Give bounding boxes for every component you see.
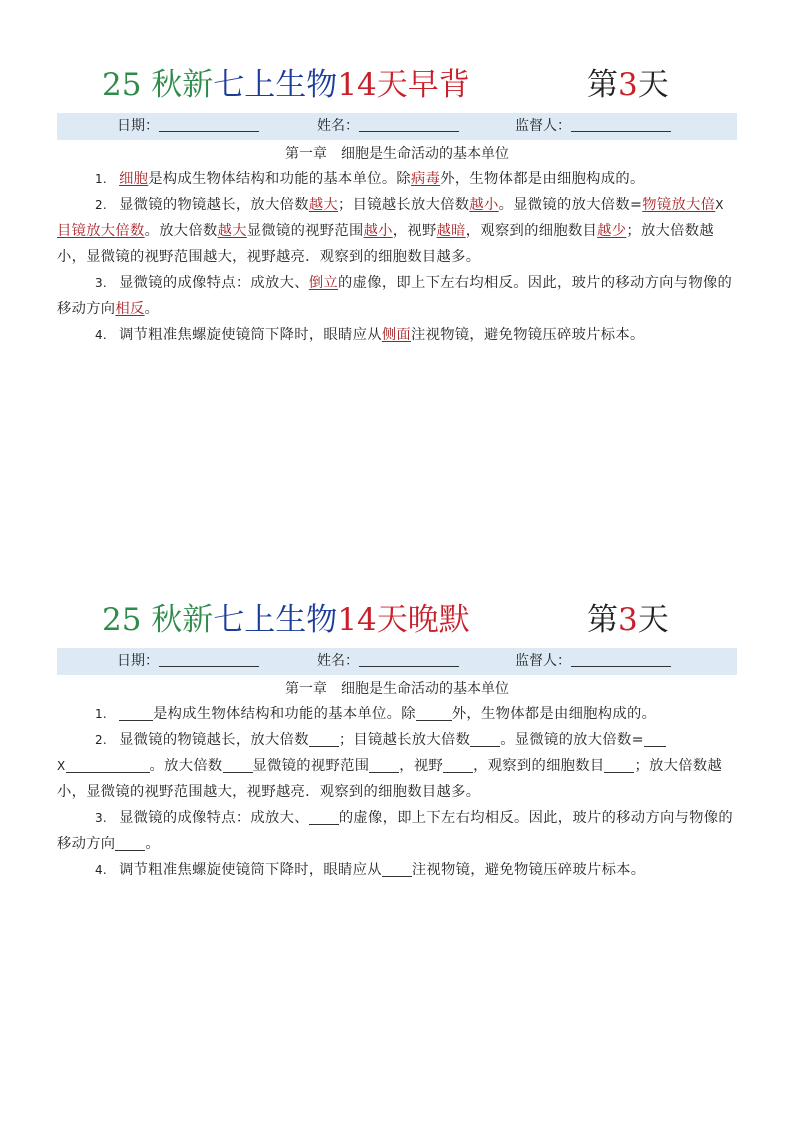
title-part-mode: 天早背	[376, 67, 470, 103]
item-3	[57, 805, 737, 857]
day-prefix: 第	[587, 602, 618, 638]
text: ；目镜越长放大倍数	[338, 197, 470, 213]
text: ；目镜越长放大倍数	[338, 732, 471, 748]
text: 是构成生物体结构和功能的基本单位。除	[153, 706, 416, 722]
title-part-mode: 天晚默	[376, 602, 470, 638]
answer: 越大	[217, 223, 247, 239]
fill-blank[interactable]	[66, 756, 150, 773]
fill-blank[interactable]	[382, 860, 412, 877]
day-number: 3	[618, 602, 638, 638]
fill-blank[interactable]	[369, 756, 399, 773]
answer: 病毒	[411, 171, 441, 187]
text: ，视野	[392, 223, 437, 239]
answer: 侧面	[381, 327, 412, 343]
date-label: 日期：	[117, 118, 159, 134]
text: 。放大倍数	[144, 223, 218, 239]
title-part-days: 14	[337, 602, 377, 638]
item-number: 1.	[95, 172, 108, 186]
answer: 细胞	[119, 171, 149, 187]
day-label	[587, 60, 669, 110]
date-blank[interactable]	[159, 114, 259, 132]
answer: 越大	[308, 197, 339, 213]
chapter-heading: 第一章 细胞是生命活动的基本单位	[285, 681, 509, 697]
answer: 目镜放大倍数	[57, 223, 145, 239]
title-part-year: 25 秋新	[102, 67, 214, 103]
answer: 越小	[469, 197, 499, 213]
fill-blank[interactable]	[115, 834, 145, 851]
item-4	[57, 857, 737, 883]
text: 。放大倍数	[149, 758, 223, 774]
name-field[interactable]	[317, 113, 459, 140]
item-number: 4.	[95, 863, 108, 877]
meta-bar	[57, 113, 737, 140]
text: 的虚像，即上下左右均相反。因此，玻片的移动方向与物像的移动方向	[57, 810, 733, 852]
answer: 越少	[597, 223, 627, 239]
date-label: 日期：	[117, 653, 159, 669]
day-suffix: 天	[637, 602, 669, 638]
text: 注视物镜，避免物镜压碎玻片标本。	[411, 327, 645, 343]
fill-blank[interactable]	[309, 808, 339, 825]
supervisor-blank[interactable]	[571, 649, 671, 667]
answer: 越暗	[436, 223, 466, 239]
item-4	[57, 322, 737, 348]
text: 。显微镜的放大倍数=	[498, 197, 643, 213]
item-2	[57, 192, 737, 270]
day-label	[587, 595, 669, 645]
page-title	[57, 595, 737, 645]
text: 外，生物体都是由细胞构成的。	[451, 706, 657, 722]
fill-blank[interactable]	[443, 756, 473, 773]
text: 显微镜的物镜越长，放大倍数	[119, 197, 309, 213]
title-part-subject: 七上生物	[213, 67, 338, 103]
text: 是构成生物体结构和功能的基本单位。除	[148, 171, 412, 187]
supervisor-label: 监督人：	[515, 118, 571, 134]
day-suffix: 天	[637, 67, 669, 103]
title-part-subject: 七上生物	[213, 602, 338, 638]
text: 显微镜的视野范围	[246, 223, 364, 239]
supervisor-field[interactable]	[515, 113, 671, 140]
page-title	[57, 60, 737, 110]
times-sign: X	[715, 198, 724, 212]
answer: 物镜放大倍	[642, 197, 716, 213]
text: ，视野	[399, 758, 444, 774]
text: 注视物镜，避免物镜压碎玻片标本。	[411, 862, 646, 878]
item-1	[57, 166, 737, 192]
chapter-heading: 第一章 细胞是生命活动的基本单位	[285, 146, 509, 162]
text: ，观察到的细胞数目	[473, 758, 605, 774]
evening-section	[57, 595, 737, 883]
text: 调节粗准焦螺旋使镜筒下降时，眼睛应从	[119, 327, 382, 343]
text: ，观察到的细胞数目	[465, 223, 598, 239]
morning-section	[57, 60, 737, 348]
fill-blank[interactable]	[470, 730, 500, 747]
fill-blank[interactable]	[309, 730, 339, 747]
name-blank[interactable]	[359, 649, 459, 667]
answer: 相反	[115, 301, 145, 317]
supervisor-field[interactable]	[515, 648, 671, 675]
text: 显微镜的视野范围	[252, 758, 370, 774]
text: 显微镜的成像特点：成放大、	[119, 275, 309, 291]
text: ；放大倍数越小，显微镜的视野范围越大，视野越亮．观察到的细胞数目越多。	[57, 223, 714, 265]
item-number: 3.	[95, 811, 108, 825]
text: 显微镜的物镜越长，放大倍数	[119, 732, 309, 748]
text: 外，生物体都是由细胞构成的。	[440, 171, 645, 187]
item-number: 2.	[95, 198, 108, 212]
text: 调节粗准焦螺旋使镜筒下降时，眼睛应从	[119, 862, 382, 878]
title-main	[102, 60, 470, 110]
date-blank[interactable]	[159, 649, 259, 667]
name-blank[interactable]	[359, 114, 459, 132]
day-number: 3	[618, 67, 638, 103]
item-3	[57, 270, 737, 322]
times-sign: X	[57, 759, 66, 773]
text: 。	[144, 301, 160, 317]
title-part-days: 14	[337, 67, 377, 103]
supervisor-label: 监督人：	[515, 653, 571, 669]
item-number: 2.	[95, 733, 108, 747]
date-field[interactable]	[117, 648, 259, 675]
day-prefix: 第	[587, 67, 618, 103]
fill-blank[interactable]	[416, 704, 452, 721]
item-number: 4.	[95, 328, 108, 342]
text: 的虚像，即上下左右均相反。因此，玻片的移动方向与物像的移动方向	[57, 275, 733, 317]
answer: 倒立	[308, 275, 339, 291]
text: 。	[145, 836, 160, 852]
text: ；放大倍数越小，显微镜的视野范围越大，视野越亮．观察到的细胞数目越多。	[57, 758, 723, 800]
item-2	[57, 727, 737, 805]
item-number: 1.	[95, 707, 108, 721]
meta-bar	[57, 648, 737, 675]
name-label: 姓名：	[317, 118, 359, 134]
title-part-year: 25 秋新	[102, 602, 214, 638]
fill-blank[interactable]	[644, 730, 666, 747]
name-field[interactable]	[317, 648, 459, 675]
text: 。显微镜的放大倍数=	[500, 732, 644, 748]
fill-blank[interactable]	[119, 704, 153, 721]
item-1	[57, 701, 737, 727]
date-field[interactable]	[117, 113, 259, 140]
answer: 越小	[363, 223, 393, 239]
fill-blank[interactable]	[223, 756, 253, 773]
item-number: 3.	[95, 276, 108, 290]
text: 显微镜的成像特点：成放大、	[119, 810, 309, 826]
supervisor-blank[interactable]	[571, 114, 671, 132]
name-label: 姓名：	[317, 653, 359, 669]
fill-blank[interactable]	[604, 756, 634, 773]
title-main	[102, 595, 470, 645]
